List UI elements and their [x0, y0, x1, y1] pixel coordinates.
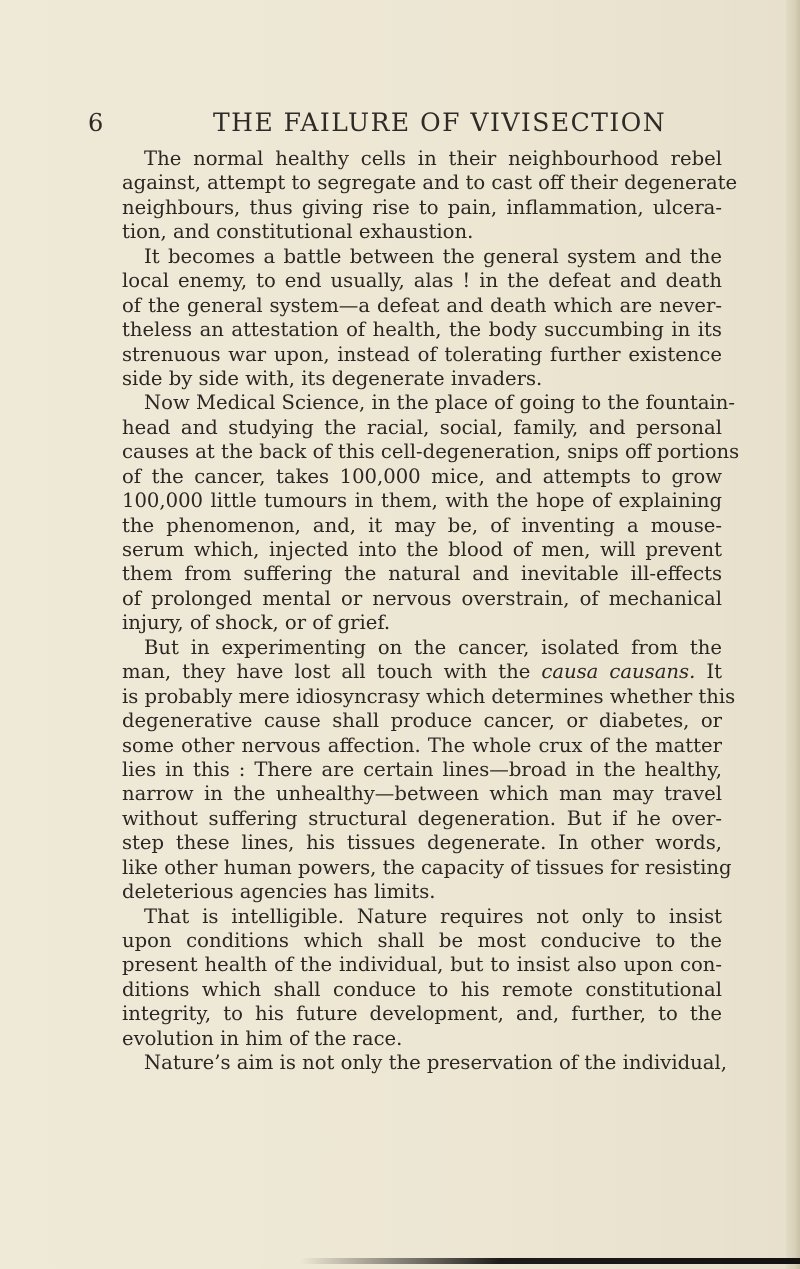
text-line-with-italic — [122, 660, 722, 684]
body-text — [122, 147, 740, 1076]
text-line: upon conditions which shall be most conducive to the — [122, 929, 722, 952]
text-line: of prolonged mental or nervous overstrain, of mechanical — [122, 586, 722, 610]
paragraph-5 — [122, 905, 722, 1052]
paragraph-1 — [122, 147, 738, 245]
text-line: deleterious agencies has limits. — [122, 880, 436, 904]
text-line: present health of the individual, but to insist also upon con- — [122, 953, 722, 977]
text-line: The normal healthy cells in their neighbourhood rebel — [144, 147, 722, 170]
text-line: theless an attestation of health, the body succumbing in its — [122, 318, 722, 342]
text-line: strenuous war upon, instead of tolerating further existence — [122, 342, 722, 366]
text-line: is probably mere idiosyncrasy which determines whether this — [122, 684, 736, 708]
text-line: the phenomenon, and, it may be, of inventing a mouse- — [122, 513, 722, 537]
text-line: them from suffering the natural and inevitable ill-effects — [122, 562, 722, 586]
bottom-scan-edge — [300, 1258, 800, 1264]
text-line: It becomes a battle between the general system and the — [144, 244, 722, 268]
text-line: without suffering structural degeneration. But if he over- — [122, 806, 722, 830]
text-line: Now Medical Science, in the place of going to the fountain- — [144, 391, 736, 415]
text-line: But in experimenting on the cancer, isolated from the — [144, 635, 722, 659]
text-line: step these lines, his tissues degenerate. In other words, — [122, 831, 722, 855]
paragraph-2 — [122, 245, 722, 392]
page-number: 6 — [88, 109, 104, 137]
text-line: local enemy, to end usually, alas ! in the defeat and death — [122, 269, 722, 293]
text-line: neighbours, thus giving rise to pain, inflammation, ulcera- — [122, 195, 722, 219]
text-line: evolution in him of the race. — [122, 1026, 403, 1050]
paragraph-4 — [122, 635, 736, 905]
text-segment: It — [695, 660, 722, 684]
text-line: lies in this : There are certain lines—broad in the healthy, — [122, 757, 722, 781]
text-line: That is intelligible. Nature requires not only to insist — [144, 904, 722, 928]
text-line: ditions which shall conduce to his remote constitutional — [122, 977, 722, 1001]
text-line: some other nervous affection. The whole crux of the matter — [122, 733, 722, 757]
page-header — [88, 106, 708, 146]
text-line: serum which, injected into the blood of men, will prevent — [122, 538, 722, 561]
running-title: THE FAILURE OF VIVISECTION — [213, 108, 667, 137]
text-line: causes at the back of this cell-degeneration, snips off portions — [122, 440, 740, 464]
text-line: injury, of shock, or of grief. — [122, 611, 391, 635]
text-line: narrow in the unhealthy—between which man may travel — [122, 782, 722, 806]
text-line: integrity, to his future development, and, further, to the — [122, 1002, 722, 1026]
text-segment: man, they have lost all touch with the — [122, 660, 542, 684]
text-line: degenerative cause shall produce cancer, or diabetes, or — [122, 709, 722, 733]
text-line: 100,000 little tumours in them, with the hope of explaining — [122, 489, 722, 513]
text-line: head and studying the racial, social, family, and personal — [122, 415, 722, 439]
text-line: of the cancer, takes 100,000 mice, and attempts to grow — [122, 464, 722, 488]
page-edge-shadow — [786, 0, 800, 1269]
text-line: of the general system—a defeat and death which are never- — [122, 293, 722, 317]
italic-phrase: causa causans. — [541, 660, 696, 684]
text-line: tion, and constitutional exhaustion. — [122, 220, 474, 244]
paragraph-3 — [122, 391, 740, 635]
text-line: against, attempt to segregate and to cast off their degenerate — [122, 171, 738, 195]
text-line: Nature’s aim is not only the preservation of the individual, — [144, 1051, 727, 1075]
paragraph-6 — [122, 1051, 727, 1075]
text-line: like other human powers, the capacity of tissues for resisting — [122, 855, 732, 879]
text-line: side by side with, its degenerate invaders. — [122, 366, 543, 390]
